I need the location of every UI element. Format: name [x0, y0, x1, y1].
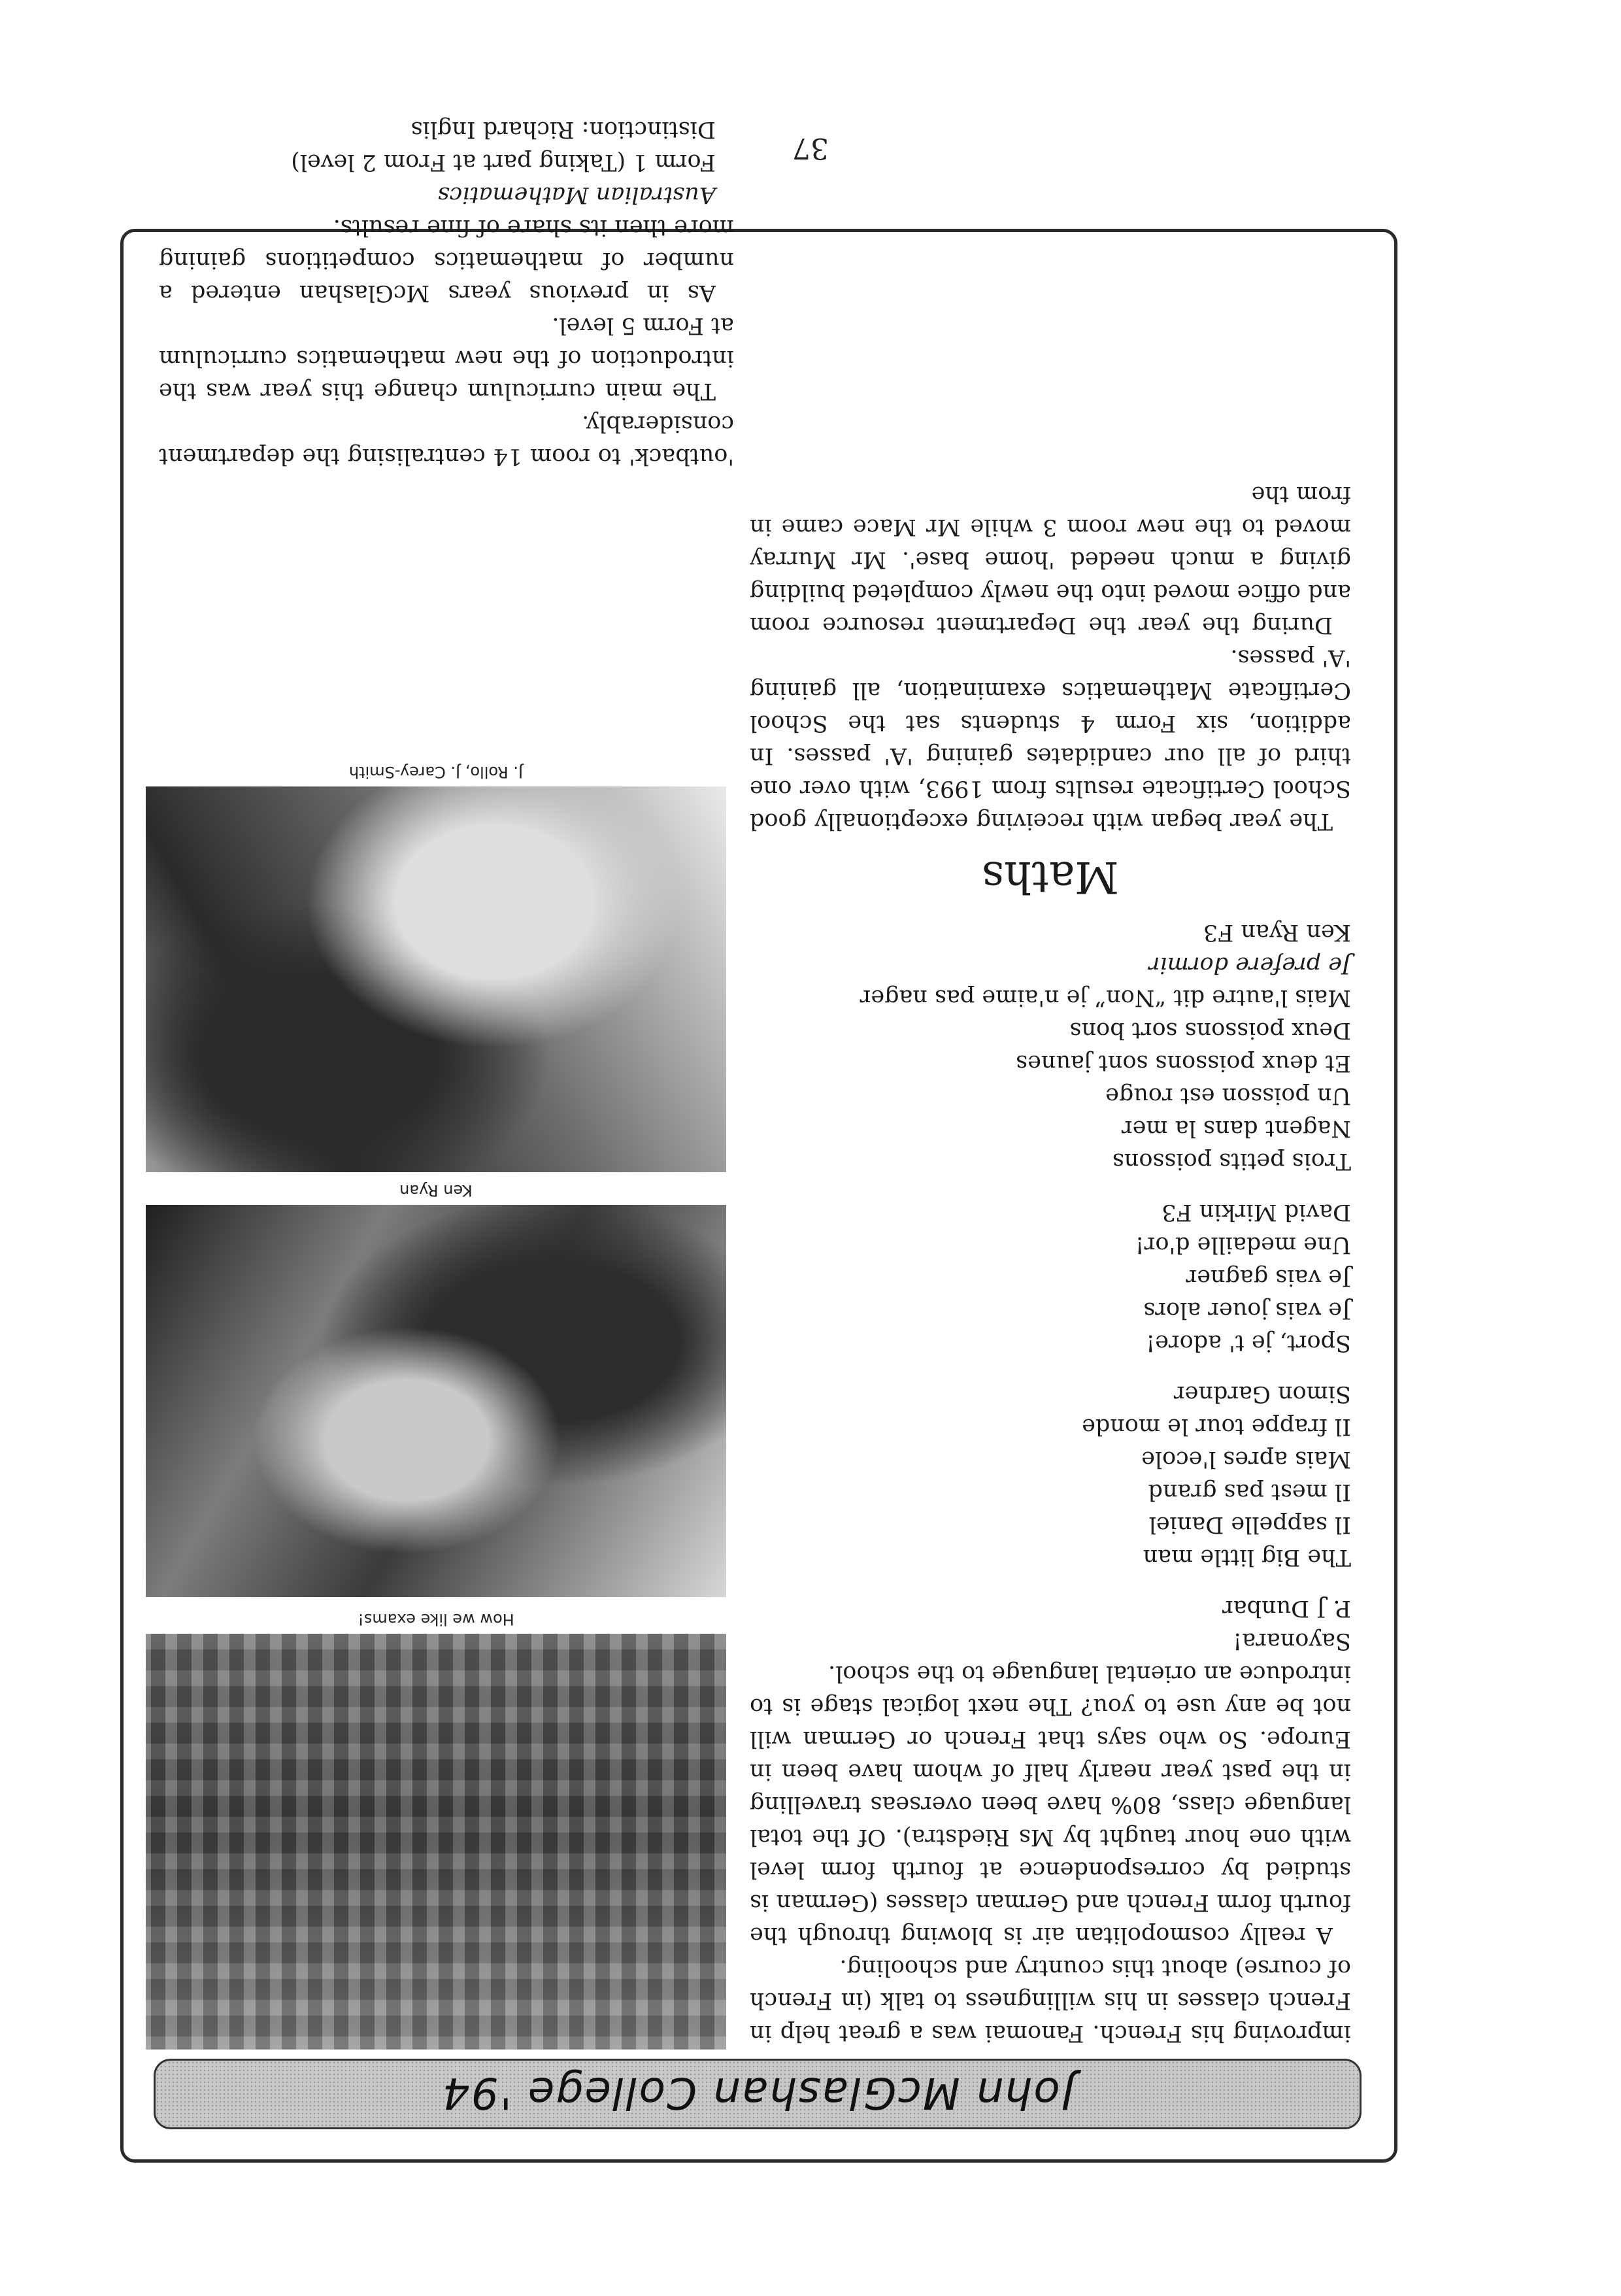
poem	[750, 1377, 1351, 1574]
photo-caption: J. Rollo, J. Carey-Smith	[348, 763, 524, 781]
poem-line: Sport, je t' adore!	[1146, 1330, 1351, 1356]
poem-line: Une medaille d'or!	[1135, 1232, 1351, 1258]
poem-author: Ken Ryan F3	[1203, 919, 1351, 945]
poem-line: Trois petits poissons	[1112, 1148, 1351, 1174]
poem	[750, 1592, 1351, 1657]
competition-line: Form 1 (Taking part at From 2 level)	[291, 149, 716, 175]
poem-line: Mais apres l'ecole	[1141, 1446, 1351, 1472]
maths-heading: Maths	[982, 852, 1119, 902]
poem-line: Nagent dans la mer	[1121, 1115, 1351, 1141]
poem-line: The Big little man	[1143, 1544, 1351, 1570]
maths-paragraph: The main curriculum change this year was the introduction of the new mathematics curriculum at Form 5 level.	[159, 312, 734, 404]
maths-paragraph: 'outback' to room 14 centralising the department considerably.	[159, 411, 734, 469]
poem-line: Je vais gagner	[1186, 1264, 1351, 1291]
competition-title: Australian Mathematics	[437, 182, 716, 208]
poem	[750, 1196, 1351, 1359]
poem-line: Un poisson est rouge	[1105, 1083, 1351, 1109]
intro-paragraph: A really cosmopolitan air is blowing through the fourth form French and German classes (German is studied by correspondence at fourth form level with one hour taught by Ms Riedstra). Of the total language class, 80% have been overseas travelling in the past year nearly half of whom have been in Europe. So who says that French or German will not be any use to you? The next logical stage is to introduce an oriental language to the school.	[750, 1661, 1351, 1948]
poem-line: Il mest pas grand	[1148, 1479, 1351, 1505]
poem-line: Il frappe tour le monde	[1082, 1413, 1351, 1440]
poem-line: Je vais jouer alors	[1143, 1297, 1351, 1323]
students-at-computer-photo	[146, 786, 726, 1172]
poem-line: Je prefere dormir	[1148, 952, 1351, 978]
poem-line: Mais l'autre dit “Non” je n'aime pas nager	[860, 985, 1351, 1011]
poem-line: Deux poissons sort bons	[1069, 1017, 1351, 1043]
maths-paragraph: As in previous years McGlashan entered a number of mathematics competitions gaining more then its share of fine results.	[159, 214, 734, 306]
right-column	[159, 113, 734, 473]
maths-paragraph: During the year the Department resource room and office moved into the newly completed building giving a much needed 'home base'. Mr Murray moved to the new room 3 while Mr Mace came in from the	[750, 481, 1351, 638]
computer-student-photo	[146, 1205, 726, 1597]
poem	[750, 916, 1351, 1177]
maths-paragraph: The year began with receiving exceptionally good School Certificate results from 1993, with over one third of all our candidates gaining 'A' passes. In addition, six Form 4 students sat the School Certificate Mathematics examination, all gaining 'A' passes.	[750, 645, 1351, 834]
photo-caption: How we like exams!	[358, 1610, 514, 1629]
poem-author: P. J Dunbar	[1222, 1595, 1351, 1621]
page-title: John McGlashan College '94	[441, 2068, 1075, 2118]
classroom-exam-photo	[146, 1634, 726, 2050]
poem-line: Il sappelle Daniel	[1148, 1511, 1351, 1538]
intro-paragraph: improving his French. Fanomai was a great help in French classes in his willingness to talk (in French of course) about this country and schooling.	[750, 1955, 1351, 2046]
photo-caption: Ken Ryan	[399, 1181, 473, 1200]
page-number: 37	[792, 131, 829, 165]
competition-line: Distinction: Richard Inglis	[410, 116, 716, 143]
poem-author: Simon Gardner	[1173, 1381, 1351, 1407]
poem-author: David Mirkin F3	[1161, 1199, 1351, 1225]
poem-line: Sayonara!	[1233, 1628, 1351, 1654]
poem-line: Et deux poissons sont jaunes	[1016, 1050, 1351, 1076]
header-banner	[154, 2059, 1362, 2129]
left-column	[750, 478, 1351, 2050]
